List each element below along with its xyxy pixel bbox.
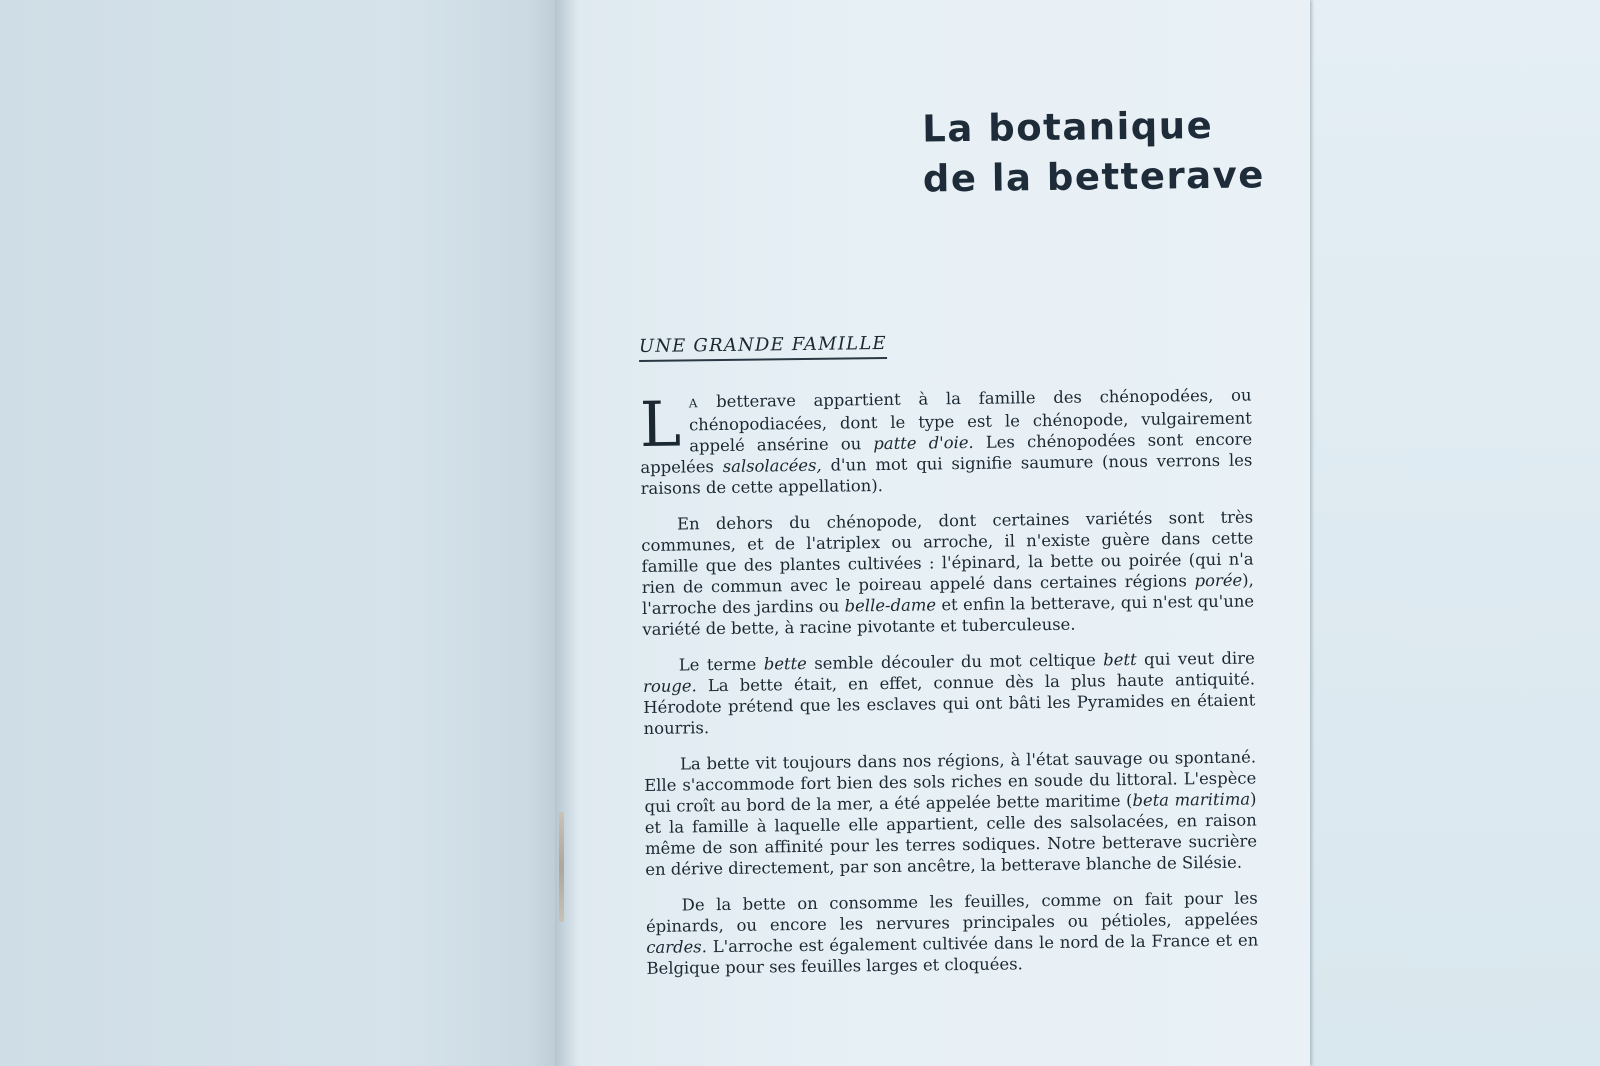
paragraph-5-italic-1: cardes.	[646, 937, 707, 957]
paragraph-1-lead: A	[688, 396, 699, 411]
paragraph-3-text-4: La bette était, en effet, connue dès la plus haute antiquité. Hérodote prétend que les esclaves qui ont bâti les Pyramides en étaient nourris.	[643, 669, 1256, 738]
staple	[559, 812, 564, 922]
paragraph-3-text-2: semble découler du mot celtique	[806, 650, 1104, 673]
paragraph-1-text-3: d'un mot qui signifie saumure (nous verrons les raisons de cette appellation).	[640, 450, 1253, 498]
paragraph-3-italic-1: bette	[763, 653, 807, 674]
paragraph-2-italic-1: porée	[1194, 570, 1243, 591]
paragraph-1	[639, 385, 1252, 499]
paragraph-5-text-2: L'arroche est également cultivée dans le nord de la France et en Belgique pour ses feuilles larges et cloquées.	[646, 930, 1259, 978]
page-text-block	[636, 100, 1287, 994]
paragraph-2-text-1: En dehors du chénopode, dont certaines variétés sont très communes, et de l'atriplex ou arroche, il n'existe guère dans cette famille que des plantes cultivées : l'épinard, la bette ou poirée (qui n'a rien de commun avec le poireau appelé dans certaines régions	[641, 507, 1254, 597]
paragraph-2-text-2: ), l'arroche des jardins ou	[641, 570, 1254, 618]
paragraph-3-text-3: qui veut dire	[1136, 648, 1255, 669]
paragraph-1-italic-2: salsolacées,	[722, 455, 822, 476]
drop-cap: L	[639, 387, 682, 461]
paragraph-4-text-1: La bette vit toujours dans nos régions, à l'état sauvage ou spontané. Elle s'accommode fort bien des sols riches en soude du littoral. L'espèce qui croît au bord de la mer, a été appelée bette maritime (	[644, 747, 1257, 816]
paragraph-1-text-2: Les chénopodées sont encore appelées	[640, 429, 1253, 477]
paragraph-1-italic-1: patte d'oie.	[873, 432, 974, 454]
paragraph-5	[646, 887, 1259, 978]
paragraph-4	[644, 746, 1257, 879]
left-page	[0, 0, 565, 1066]
section-heading: UNE GRANDE FAMILLE	[639, 333, 887, 362]
page-title	[922, 100, 1277, 204]
title-line-2: de la betterave	[922, 153, 1266, 201]
paragraph-3	[643, 647, 1256, 738]
paragraph-4-text-2: ) et la famille à laquelle elle appartient, celle des salsolacées, en raison même de son affinité pour les terres sodiques. Notre betterave sucrière en dérive directement, par son ancêtre, la betterave blanche de Silésie.	[644, 789, 1258, 879]
article-body	[639, 385, 1258, 979]
paragraph-1-text-1: betterave appartient à la famille des chénopodées, ou chénopodiacées, dont le type est le chénopode, vulgairement appelé ansérine ou	[688, 385, 1252, 456]
table-surface	[1310, 0, 1600, 1066]
paragraph-5-text-1: De la bette on consomme les feuilles, comme on fait pour les épinards, ou encore les nervures principales ou pétioles, appelées	[645, 888, 1259, 936]
paragraph-2-text-3: et enfin la betterave, qui n'est qu'une variété de bette, à racine pivotante et tuberculeuse.	[642, 591, 1255, 639]
title-line-1: La botanique	[922, 103, 1214, 151]
paragraph-2-italic-2: belle-dame	[844, 595, 937, 616]
paragraph-3-italic-3: rouge.	[642, 676, 697, 696]
paragraph-2	[641, 506, 1254, 639]
paragraph-4-italic-1: beta maritima	[1132, 789, 1251, 810]
paragraph-3-italic-2: bett	[1103, 649, 1137, 670]
paragraph-3-text-1: Le terme	[678, 654, 764, 675]
